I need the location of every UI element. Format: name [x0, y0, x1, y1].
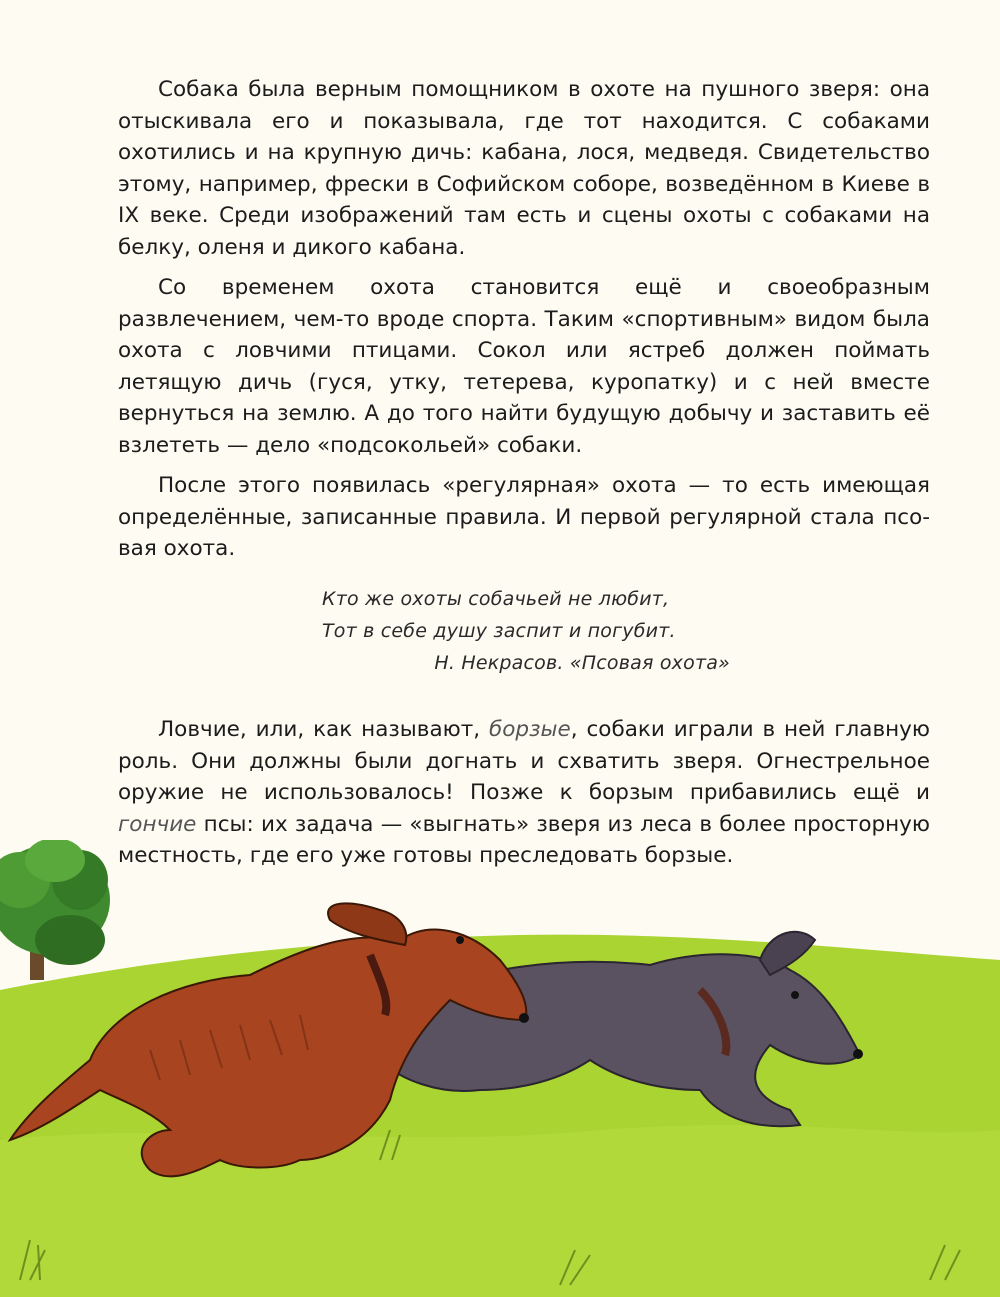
paragraph-1: Собака была верным помощником в охоте на пушного зверя: она отыскивала его и показывала, где тот находится. С собаками охотились и на крупную дичь: кабана, лося, медведя. Свидетельство этому, например, фрески в Софийском соборе, возведённом в Киеве в IX веке. Среди изображений там есть и сцены охоты с собаками на белку, оленя и дикого кабана. [118, 77, 930, 260]
poem-quote [322, 583, 742, 679]
paragraph-4-part-1: Ловчие, или, как называют, [158, 717, 490, 742]
paragraph-4-part-2: , собаки играли в ней главную роль. Они должны были догнать и схватить зверя. Огнестрельное оружие не использовалось! Позже к борзым прибавились ещё и [118, 717, 930, 805]
poem-line-2: Тот в себе душу заспит и погубит. [322, 620, 676, 642]
top-text-block [118, 74, 930, 565]
tree-illustration [0, 840, 110, 980]
hunting-dogs-illustration [0, 840, 1000, 1297]
term-borzye: борзые [489, 717, 571, 742]
poem-line-1: Кто же охоты собачьей не любит, [322, 588, 670, 610]
term-gonchie: гончие [118, 811, 197, 837]
paragraph-3: После этого появилась «регулярная» охота — то есть имеющая определённые, записанные правила. И первой регулярной стала псовая охота. [118, 473, 930, 561]
poem-author: Н. Некрасов. «Псовая охота» [434, 652, 730, 674]
paragraph-4-part-3: псы: их задача — «выгнать» зверя из леса в более просторную местность, где его уже готовы преследовать борзые. [118, 811, 930, 868]
paragraph-2: Со временем охота становится ещё и своеобразным развлечением, чем-то вроде спорта. Таким «спортивным» видом была охота с ловчими птицами. Сокол или ястреб должен поймать летящую дичь (гуся, утку, тетерева, куропатку) и с ней вместе вернуться на землю. А до того найти будущую добычу и заставить её взлететь — дело «подсокольей» собаки. [118, 275, 930, 458]
